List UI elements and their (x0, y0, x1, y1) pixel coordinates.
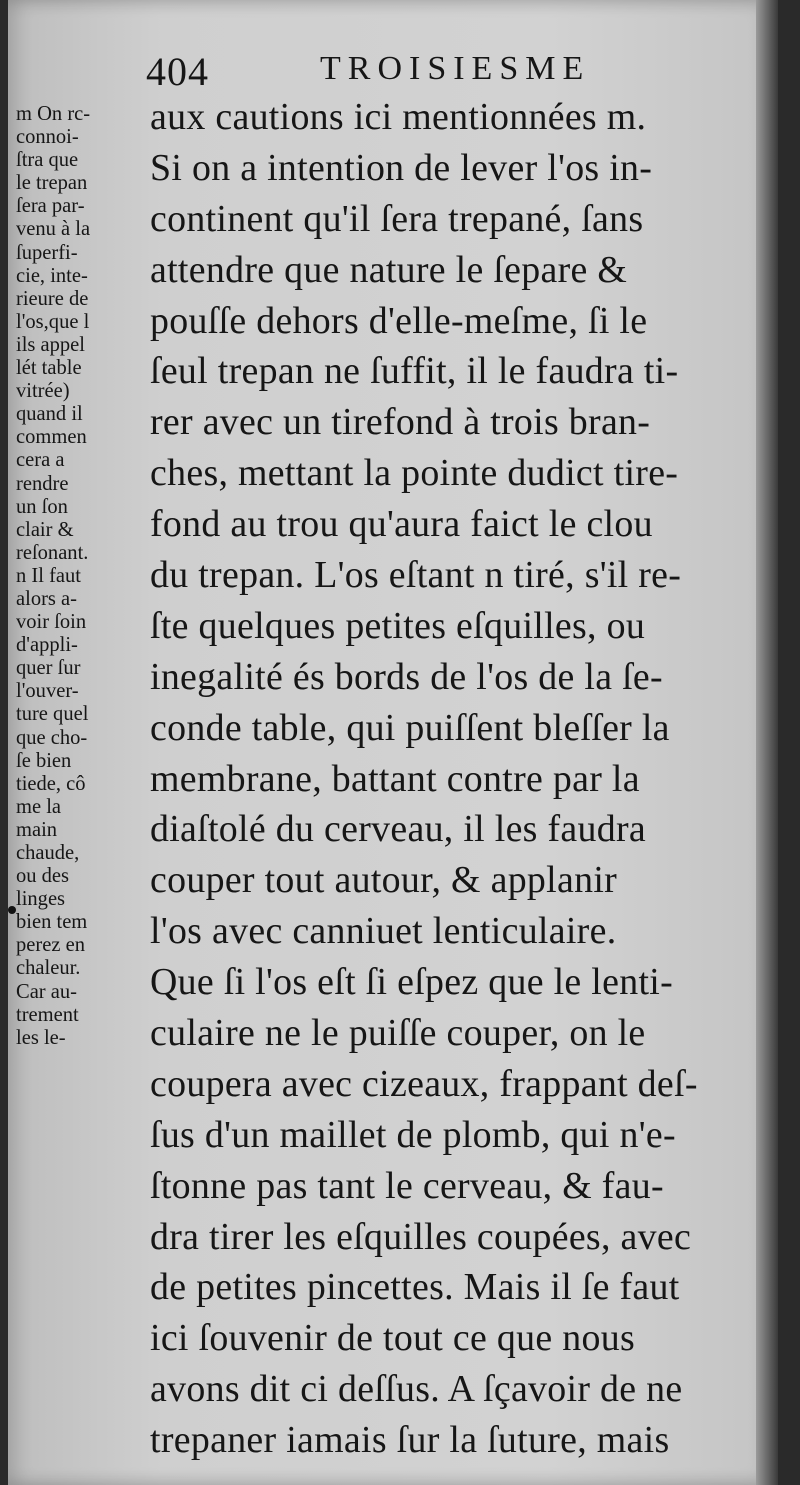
text-line: Si on a intention de lever l'os in- (150, 146, 653, 189)
page-edge-shadow (756, 0, 778, 1485)
margin-line: ſe bien (16, 747, 72, 772)
text-line: de petites pincettes. Mais il ſe faut (150, 1266, 680, 1309)
text-line: Que ſi l'os eſt ſi eſpez que le lenti- (150, 961, 674, 1004)
margin-line: un ſon (16, 493, 68, 518)
text-line: fond au trou qu'aura faict le clou (150, 503, 653, 546)
margin-line: cie, inte- (16, 262, 88, 287)
ink-speck (8, 906, 16, 914)
margin-line: le trepan (16, 170, 88, 195)
text-line: coupera avec cizeaux, frappant deſ- (150, 1062, 698, 1105)
margin-line: ou des (16, 863, 70, 888)
margin-line: reſonant. (16, 539, 89, 564)
margin-line: n Il faut (16, 562, 82, 587)
text-line: couper tout autour, & applanir (150, 859, 618, 902)
text-line: aux cautions ici mentionnées m. (150, 96, 647, 138)
margin-line: commen (16, 424, 87, 449)
margin-line: que cho- (16, 724, 88, 749)
margin-line: vitrée) (16, 378, 70, 403)
margin-line: ſera par- (16, 193, 85, 218)
text-line: culaire ne le puiſſe couper, on le (150, 1012, 646, 1055)
margin-line: trement (16, 1001, 79, 1026)
margin-line: Car au- (16, 978, 78, 1003)
margin-line: perez en (16, 932, 85, 957)
text-line: ſus d'un maillet de plomb, qui n'e- (150, 1113, 676, 1156)
margin-line: clair & (16, 516, 74, 541)
margin-line: connoi- (16, 124, 79, 149)
text-line: trepaner iamais ſur la ſuture, mais (150, 1419, 670, 1462)
margin-notes (16, 102, 151, 1049)
text-line: membrane, battant contre par la (150, 757, 640, 800)
margin-line: main (16, 816, 58, 841)
margin-line: alors a- (16, 585, 78, 610)
text-line: ſte quelques petites eſquilles, ou (150, 604, 646, 647)
page-header (8, 40, 778, 100)
text-line: ches, mettant la pointe dudict tire- (150, 452, 679, 495)
margin-line: ſuperfi- (16, 239, 78, 264)
text-line: rer avec un tirefond à trois bran- (150, 401, 651, 444)
text-line: inegalité és bords de l'os de la ſe- (150, 655, 663, 698)
margin-line: ſtra que (16, 147, 79, 172)
margin-line: d'appli- (16, 632, 78, 657)
text-line: du trepan. L'os eſtant n tiré, s'il re- (150, 554, 682, 597)
text-line: continent qu'il ſera trepané, ſans (150, 197, 644, 240)
running-title: TROISIESME (320, 50, 591, 87)
margin-line: rendre (16, 470, 69, 495)
margin-line: tiede, cô (16, 770, 86, 795)
text-line: avons dit ci deſſus. A ſçavoir de ne (150, 1368, 683, 1411)
text-line: conde table, qui puiſſent bleſſer la (150, 706, 670, 749)
margin-line: chaude, (16, 840, 80, 864)
margin-line: m On rc- (16, 101, 91, 125)
margin-line: les le- (16, 1024, 66, 1049)
margin-line: venu à la (16, 216, 91, 241)
book-page (8, 0, 778, 1485)
text-line: ſtonne pas tant le cerveau, & fau- (150, 1164, 664, 1207)
margin-line: quand il (16, 401, 83, 426)
text-line: pouſſe dehors d'elle-meſme, ſi le (150, 299, 648, 342)
margin-line: l'ouver- (16, 678, 79, 703)
margin-line: quer ſur (16, 655, 81, 680)
margin-line: ils appel (16, 331, 86, 356)
page-number: 404 (146, 49, 209, 94)
main-text (150, 92, 750, 1466)
margin-line: chaleur. (16, 955, 81, 980)
margin-line: linges (16, 886, 66, 911)
text-line: dra tirer les eſquilles coupées, avec (150, 1215, 692, 1258)
margin-line: ture quel (16, 701, 89, 726)
margin-line: bien tem (16, 909, 88, 934)
text-line: l'os avec canniuet lenticulaire. (150, 910, 617, 953)
text-line: attendre que nature le ſepare & (150, 248, 628, 291)
margin-line: l'os,que l (16, 308, 90, 333)
margin-line: me la (16, 793, 62, 818)
text-line: ici ſouvenir de tout ce que nous (150, 1317, 635, 1360)
text-line: diaſtolé du cerveau, il les faudra (150, 808, 647, 851)
margin-line: lét table (16, 355, 82, 380)
margin-line: voir ſoin (16, 609, 87, 634)
margin-line: rieure de (16, 285, 89, 310)
text-line: ſeul trepan ne ſuffit, il le faudra ti- (150, 350, 679, 393)
margin-line: cera a (16, 447, 65, 472)
